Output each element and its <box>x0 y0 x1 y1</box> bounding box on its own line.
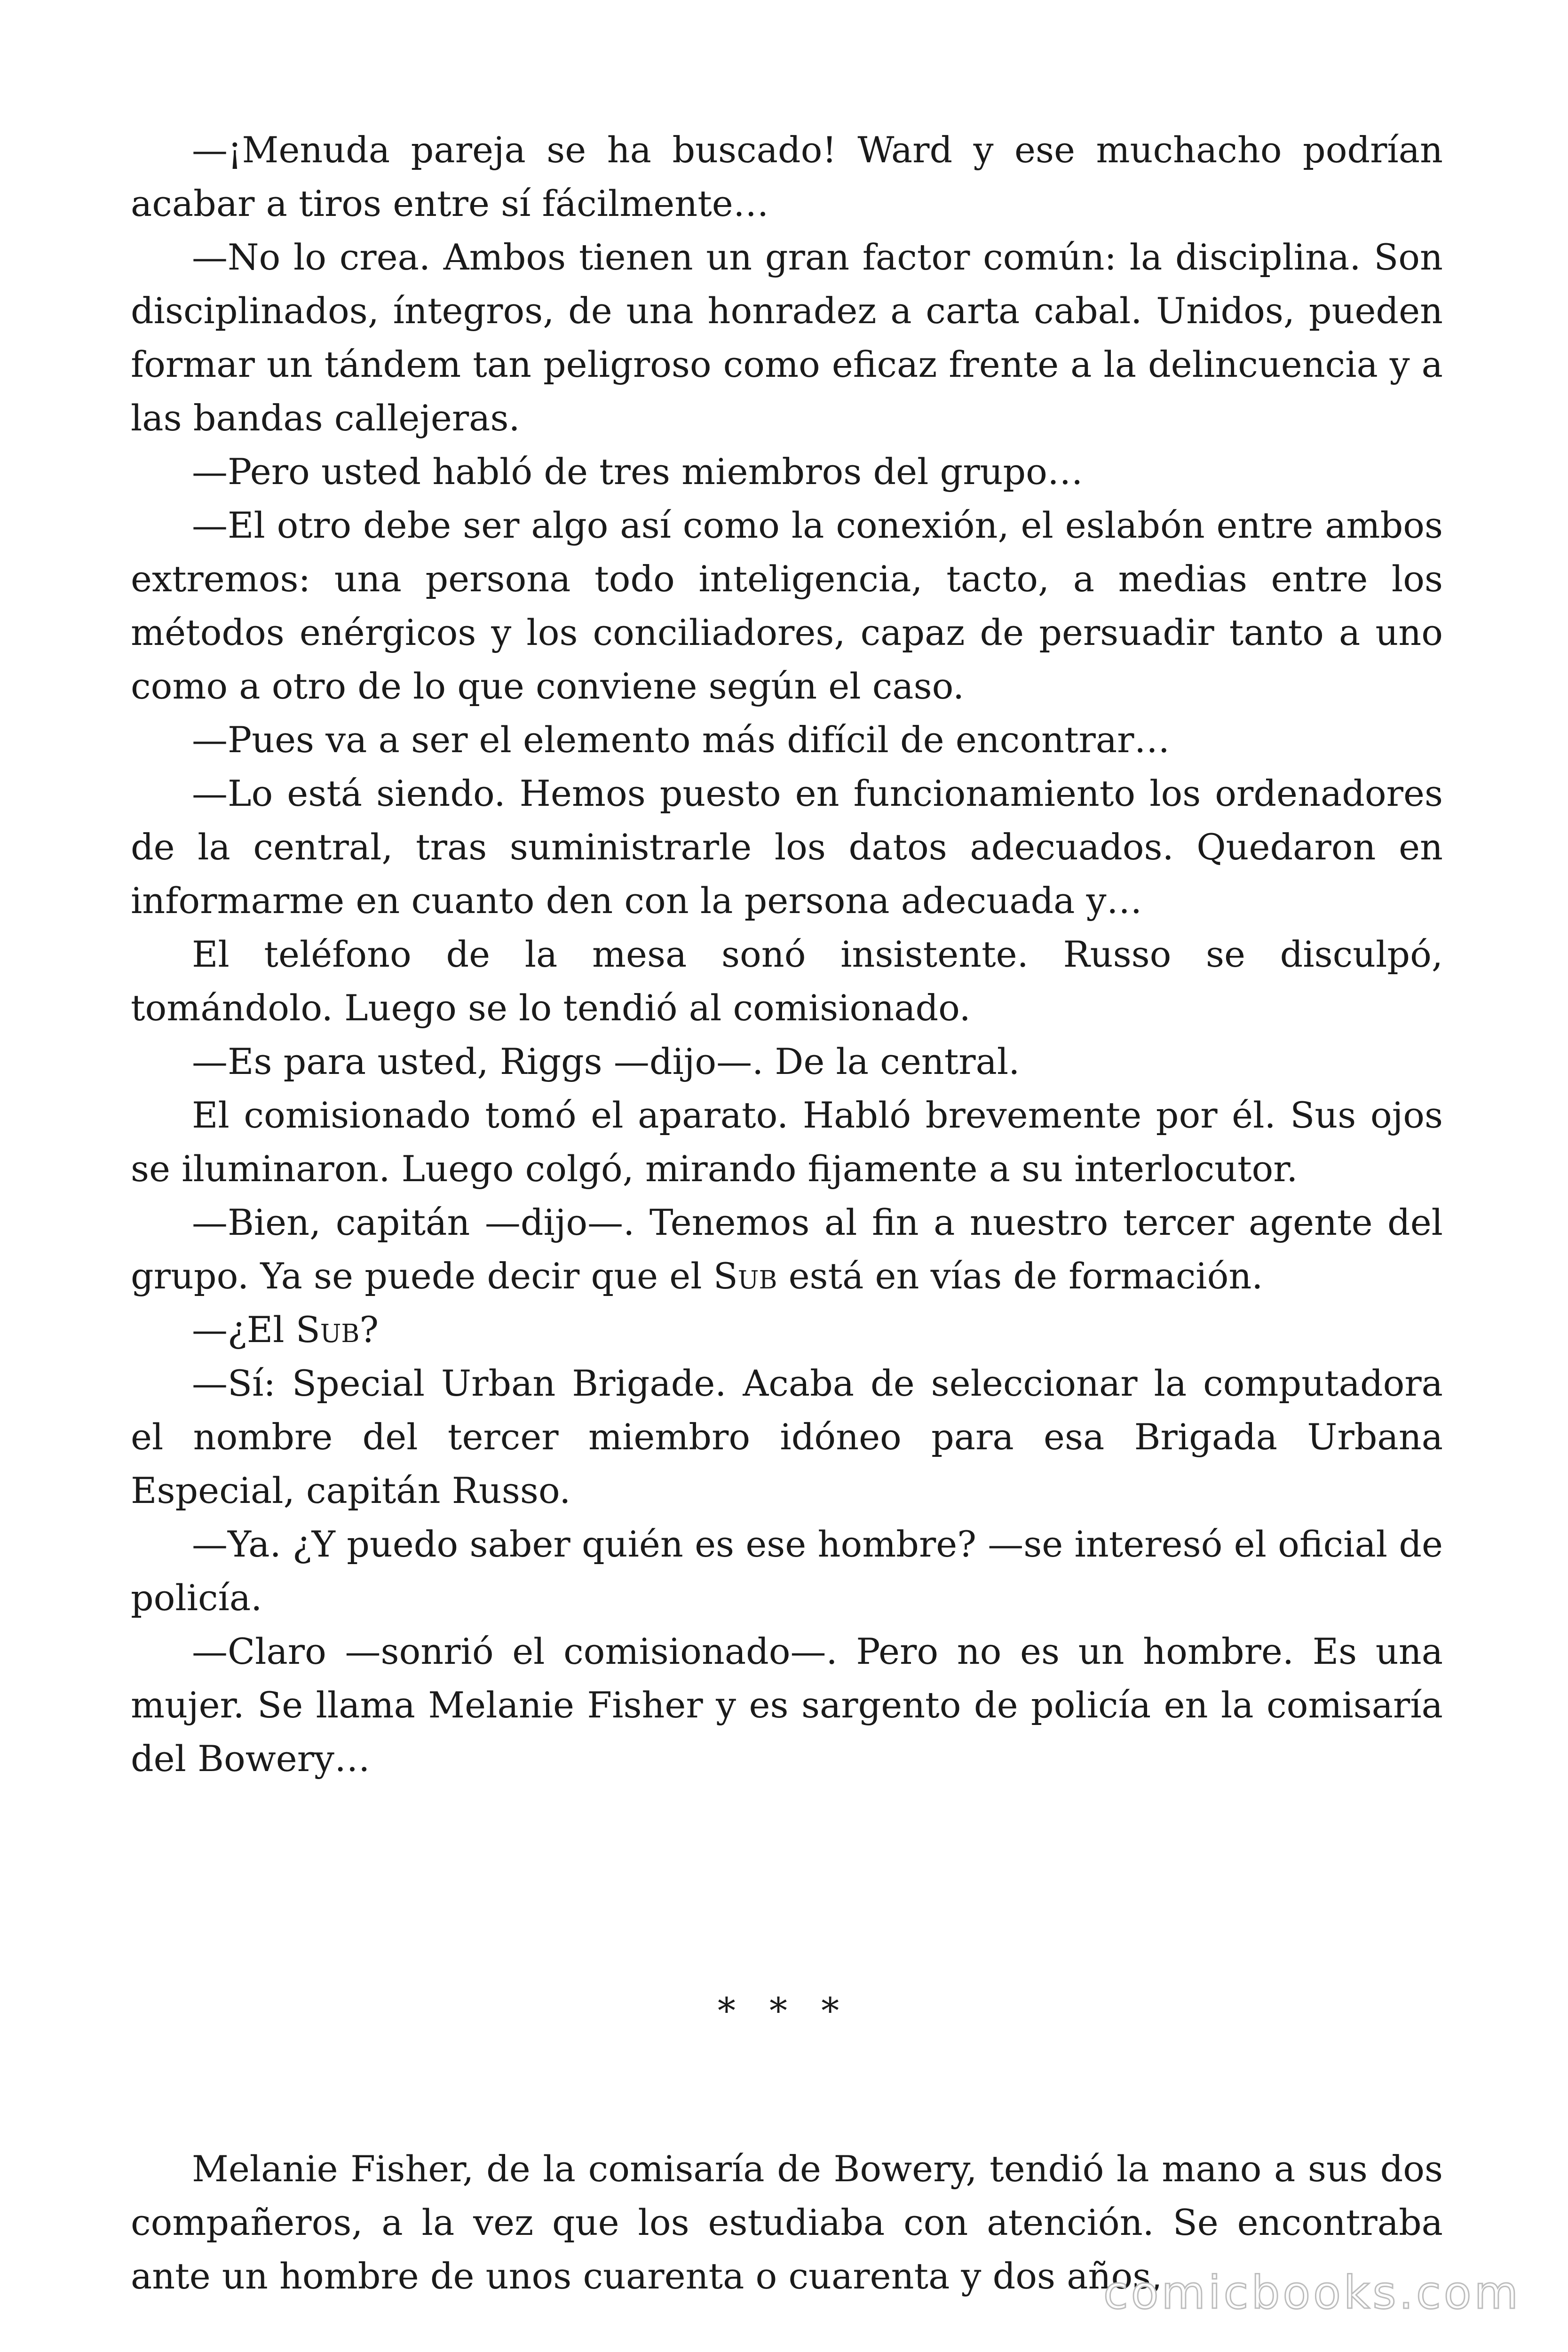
paragraph-7: El teléfono de la mesa sonó insistente. Russo se disculpó, tomándolo. Luego se lo tendió al comisionado. <box>131 933 1443 1029</box>
paragraph-11-before: —¿El <box>192 1309 296 1351</box>
paragraph-15: Melanie Fisher, de la comisaría de Bowery, tendió la mano a sus dos compañeros, a la vez que los estudiaba con atención. Se encontraba ante un hombre de unos cuarenta o cuarenta y dos años, <box>131 2148 1443 2297</box>
scene-break: * * * <box>717 1990 851 2032</box>
paragraph-8: —Es para usted, Riggs —dijo—. De la central. <box>192 1041 1020 1082</box>
paragraph-9: El comisionado tomó el aparato. Habló brevemente por él. Sus ojos se iluminaron. Luego colgó, mirando fijamente a su interlocutor. <box>131 1094 1443 1190</box>
paragraph-11-after: ? <box>359 1309 379 1351</box>
paragraph-10-before: —Bien, capitán —dijo—. Tenemos al fin a nuestro tercer agente del grupo. Ya se puede decir que el <box>131 1201 1443 1297</box>
paragraph-12: —Sí: Special Urban Brigade. Acaba de seleccionar la computadora el nombre del tercer miembro idóneo para esa Brigada Urbana Especial, capitán Russo. <box>131 1362 1443 1511</box>
paragraph-11 <box>131 1303 1443 1357</box>
paragraph-10-after: está en vías de formación. <box>777 1255 1263 1297</box>
watermark-logo: comicbooks.com <box>1103 2266 1521 2319</box>
paragraph-10 <box>131 1196 1443 1303</box>
body-text <box>131 123 1443 1786</box>
paragraph-2: —No lo crea. Ambos tienen un gran factor común: la disciplina. Son disciplinados, íntegros, de una honradez a carta cabal. Unidos, pueden formar un tándem tan peligroso como eficaz frente a la delincuencia y a las bandas callejeras. <box>131 236 1443 439</box>
paragraph-5: —Pues va a ser el elemento más difícil de encontrar… <box>192 719 1170 761</box>
paragraph-1: —¡Menuda pareja se ha buscado! Ward y ese muchacho podrían acabar a tiros entre sí fácilmente… <box>131 129 1443 224</box>
sub-acronym: Sub <box>295 1309 360 1351</box>
paragraph-13: —Ya. ¿Y puedo saber quién es ese hombre? —se interesó el oficial de policía. <box>131 1523 1443 1619</box>
sub-acronym: Sub <box>713 1255 777 1297</box>
paragraph-4: —El otro debe ser algo así como la conexión, el eslabón entre ambos extremos: una persona todo inteligencia, tacto, a medias entre los métodos enérgicos y los conciliadores, capaz de persuadir tanto a uno como a otro de lo que conviene según el caso. <box>131 504 1443 707</box>
paragraph-3: —Pero usted habló de tres miembros del grupo… <box>192 451 1083 493</box>
paragraph-14: —Claro —sonrió el comisionado—. Pero no es un hombre. Es una mujer. Se llama Melanie Fisher y es sargento de policía en la comisaría del Bowery… <box>131 1630 1443 1780</box>
paragraph-6: —Lo está siendo. Hemos puesto en funcionamiento los ordenadores de la central, tras suministrarle los datos adecuados. Quedaron en informarme en cuanto den con la persona adecuada y… <box>131 772 1443 922</box>
